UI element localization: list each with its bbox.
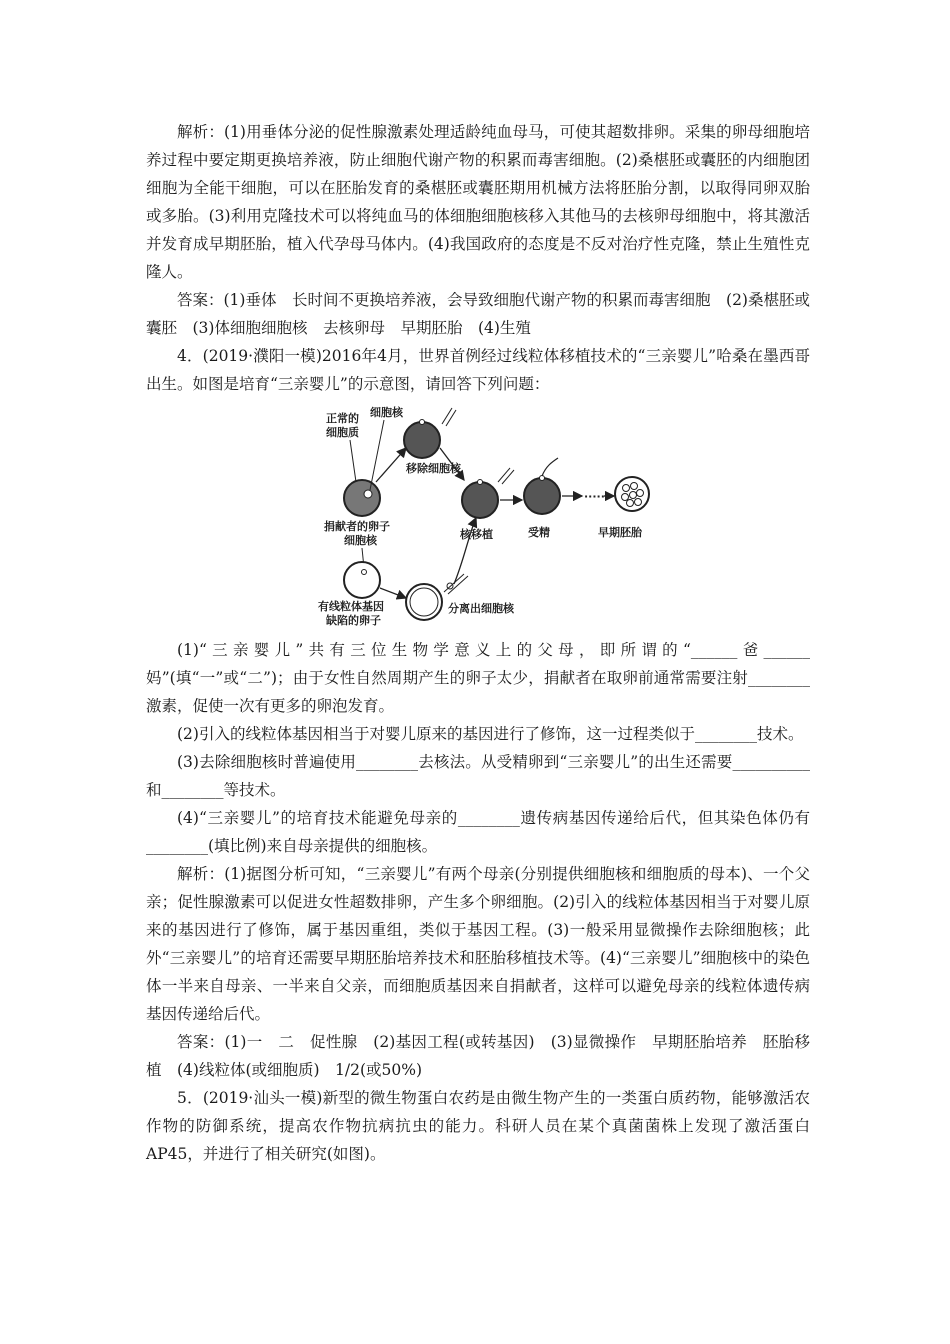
answer-paragraph-q4: 答案：(1)一 二 促性腺 (2)基因工程(或转基因) (3)显微操作 早期胚胎培养 胚胎移植 (4)线粒体(或细胞质) 1/2(或50%): [146, 1033, 810, 1079]
defective-egg-cell: [344, 562, 380, 598]
analysis-paragraph-q3: 解析：(1)用垂体分泌的促性腺激素处理适龄纯血母马，可使其超数排卵。采集的卵母细胞培养过程中要定期更换培养液，防止细胞代谢产物的积累而毒害细胞。(2)桑椹胚或囊胚的内细胞团细胞为全能干细胞，可以在胚胎发育的桑椹胚或囊胚期用机械方法将胚胎分割，以取得同卵双胎或多胎。(3)利用克隆技术可以将纯血马的体细胞细胞核移入其他马的去核卵母细胞中，将其激活并发育成早期胚胎，植入代孕母马体内。(4)我国政府的态度是不反对治疗性克隆，禁止生殖性克隆人。: [146, 123, 810, 281]
document-body: [146, 118, 810, 1168]
three-parent-baby-diagram: [146, 402, 810, 630]
label-normal-1: 正常的: [326, 412, 359, 425]
question-4-stem: 4．(2019·濮阳一模)2016年4月，世界首例经过线粒体移植技术的“三亲婴儿”哈桑在墨西哥出生。如图是培育“三亲婴儿”的示意图，请回答下列问题：: [146, 347, 810, 393]
early-embryo: [615, 477, 649, 511]
label-nucleus-top: 细胞核: [370, 406, 403, 419]
question-4-part-2: (2)引入的线粒体基因相当于对婴儿原来的基因进行了修饰，这一过程类似于________技术。: [177, 725, 804, 743]
nucleus-separated-cell: [406, 584, 442, 620]
question-4-part-3: (3)去除细胞核时普遍使用________去核法。从受精卵到“三亲婴儿”的出生还需要__________和________等技术。: [146, 753, 810, 799]
label-isolate-nucleus: 分离出细胞核: [448, 602, 514, 615]
label-defect-1: 有线粒体基因: [318, 600, 384, 613]
reconstructed-egg-cell: [462, 480, 498, 519]
diagram-svg: [314, 402, 654, 630]
label-donor-egg: 捐献者的卵子: [324, 520, 390, 533]
label-ellipsis: ······: [584, 490, 610, 503]
label-nucleus-bottom: 细胞核: [344, 534, 377, 547]
label-early-embryo: 早期胚胎: [598, 526, 642, 539]
label-fertilization: 受精: [528, 526, 550, 539]
donor-egg-cell: [344, 480, 380, 516]
label-defect-2: 缺陷的卵子: [326, 614, 381, 627]
label-nuclear-transfer: 核移植: [460, 528, 493, 541]
answer-paragraph-q3: 答案：(1)垂体 长时间不更换培养液，会导致细胞代谢产物的积累而毒害细胞 (2)桑椹胚或囊胚 (3)体细胞细胞核 去核卵母 早期胚胎 (4)生殖: [146, 291, 810, 337]
fertilized-egg-cell: [524, 458, 560, 514]
question-5-stem: 5．(2019·汕头一模)新型的微生物蛋白农药是由微生物产生的一类蛋白质药物，能够激活农作物的防御系统，提高农作物抗病抗虫的能力。科研人员在某个真菌菌株上发现了激活蛋白AP45，并进行了相关研究(如图)。: [146, 1089, 810, 1163]
label-normal-2: 细胞质: [326, 426, 359, 439]
question-4-part-1: (1)“三亲婴儿”共有三位生物学意义上的父母，即所谓的“______爸______妈”(填“一”或“二”)；由于女性自然周期产生的卵子太少，捐献者在取卵前通常需要注射________激素，促使一次有更多的卵泡发育。: [146, 641, 810, 715]
question-4-part-4: (4)“三亲婴儿”的培育技术能避免母亲的________遗传病基因传递给后代，但其染色体仍有________(填比例)来自母亲提供的细胞核。: [146, 809, 810, 855]
analysis-paragraph-q4: 解析：(1)据图分析可知，“三亲婴儿”有两个母亲(分别提供细胞核和细胞质的母本)、一个父亲；促性腺激素可以促进女性超数排卵，产生多个卵细胞。(2)引入的线粒体基因相当于对婴儿原来的基因进行了修饰，属于基因重组，类似于基因工程。(3)一般采用显微操作去除细胞核；此外“三亲婴儿”的培育还需要早期胚胎培养技术和胚胎移植技术等。(4)“三亲婴儿”细胞核中的染色体一半来自母亲、一半来自父亲，而细胞质基因来自捐献者，这样可以避免母亲的线粒体遗传病基因传递给后代。: [146, 865, 810, 1023]
enucleated-egg-cell: [404, 420, 440, 459]
label-remove-nucleus: 移除细胞核: [406, 462, 461, 475]
